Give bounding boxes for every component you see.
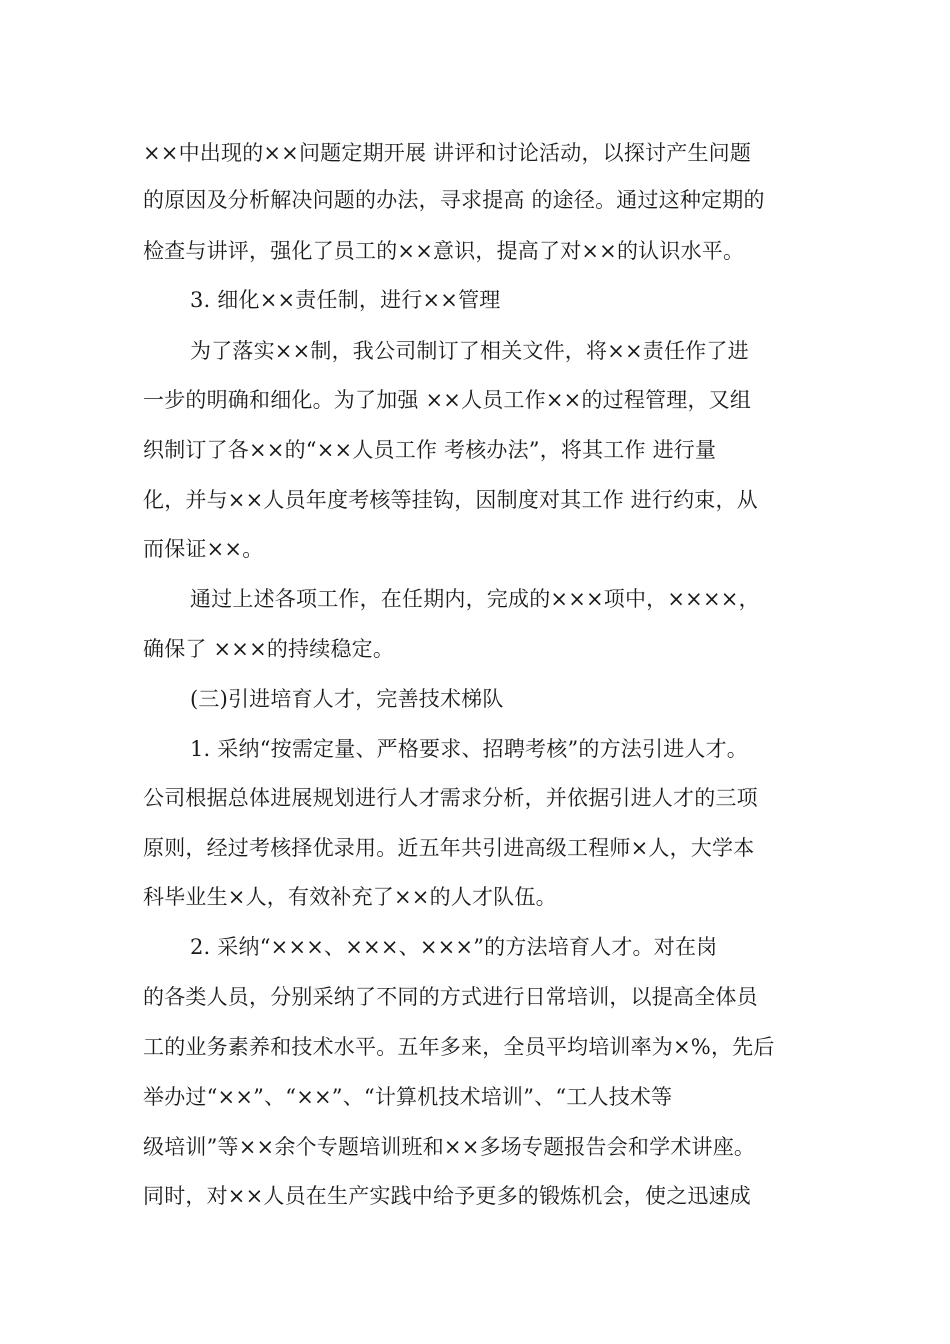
text-line: 检查与讲评，强化了员工的××意识，提高了对××的认识水平。 — [143, 239, 745, 263]
text-line: 举办过“××”、“××”、“计算机技术培训”、“工人技术等 — [143, 1085, 673, 1109]
text-line: 3. 细化××责任制，进行××管理 — [190, 288, 501, 312]
text-line: 而保证××。 — [143, 537, 264, 561]
text-line: 公司根据总体进展规划进行人才需求分析，并依据引进人才的三项 — [143, 786, 758, 810]
text-line: 织制订了各××的“××人员工作 考核办法”，将其工作 进行量 — [143, 438, 717, 462]
text-line: 为了落实××制，我公司制订了相关文件，将××责任作了进 — [190, 339, 749, 363]
text-line: 原则，经过考核择优录用。近五年共引进高级工程师×人，大学本 — [143, 836, 755, 860]
text-line: 同时，对××人员在生产实践中给予更多的锻炼机会，使之迅速成 — [143, 1184, 751, 1208]
text-line: 的各类人员，分别采纳了不同的方式进行日常培训，以提高全体员 — [143, 985, 758, 1009]
text-line: 2. 采纳“×××、×××、×××”的方法培育人才。对在岗 — [190, 935, 718, 959]
text-line: 级培训”等××余个专题培训班和××多场专题报告会和学术讲座。 — [143, 1135, 756, 1159]
text-line: 科毕业生×人，有效补充了××的人才队伍。 — [143, 885, 557, 909]
text-line: 工的业务素养和技术水平。五年多来，全员平均培训率为×%，先后 — [143, 1035, 775, 1059]
text-line: 确保了 ×××的持续稳定。 — [143, 637, 395, 661]
text-line: 1. 采纳“按需定量、严格要求、招聘考核”的方法引进人才。 — [190, 737, 748, 761]
text-line: (三)引进培育人才，完善技术梯队 — [190, 687, 504, 711]
text-line: 一步的明确和细化。为了加强 ××人员工作××的过程管理，又组 — [143, 388, 752, 412]
text-line: 通过上述各项工作，在任期内，完成的×××项中，××××， — [190, 587, 760, 611]
text-line: ××中出现的××问题定期开展 讲评和讨论活动，以探讨产生问题 — [143, 141, 752, 165]
text-line: 的原因及分析解决问题的办法，寻求提高 的途径。通过这种定期的 — [143, 188, 765, 212]
text-line: 化，并与××人员年度考核等挂钩，因制度对其工作 进行约束，从 — [143, 488, 758, 512]
